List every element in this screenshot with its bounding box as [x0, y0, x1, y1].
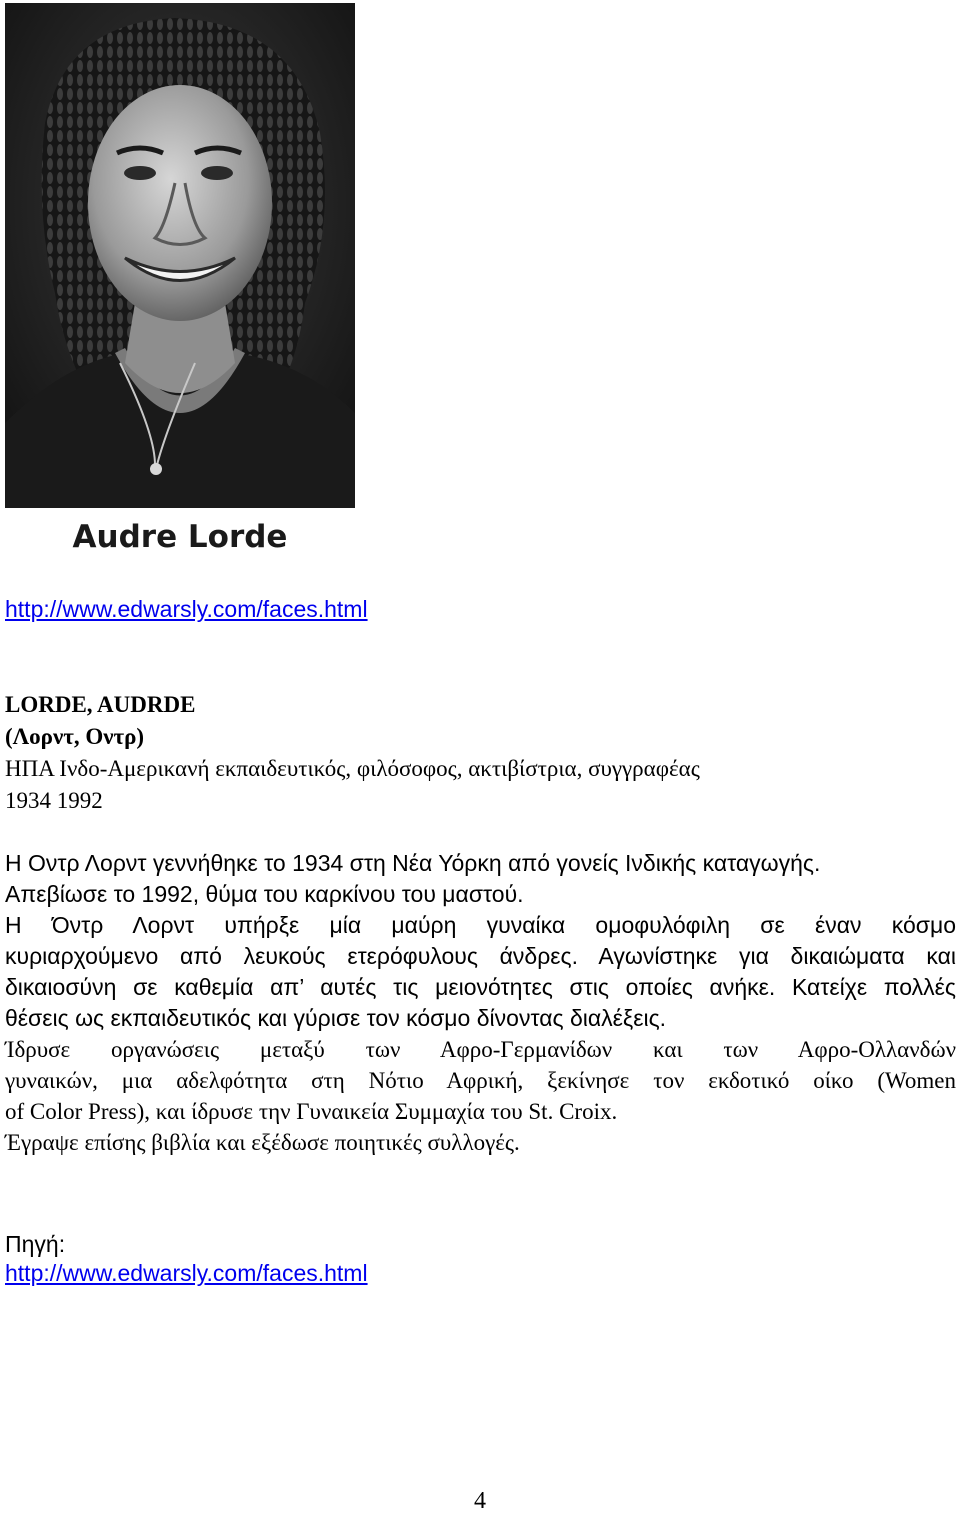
source-link-bottom[interactable]: http://www.edwarsly.com/faces.html: [5, 1260, 368, 1286]
life-years: 1934 1992: [5, 788, 103, 813]
bio-line: κυριαρχούμενο από λευκούς ετερόφυλους άνδρες. Αγωνίστηκε για δικαιώματα και: [5, 943, 956, 969]
bio-line: Η Οντρ Λορντ γεννήθηκε το 1934 στη Νέα Υόρκη από γονείς Ινδικής καταγωγής.: [5, 850, 821, 876]
bio-line: of Color Press), και ίδρυσε την Γυναικεία Συμμαχία του St. Croix.: [5, 1099, 618, 1124]
bio-line: Ίδρυσε οργανώσεις μεταξύ των Αφρο-Γερμανίδων και των Αφρο-Ολλανδών: [5, 1037, 956, 1062]
bio-line: Απεβίωσε το 1992, θύμα του καρκίνου του μαστού.: [5, 881, 524, 907]
name-latin: LORDE, AUDRDE: [5, 692, 196, 717]
source-label: Πηγή:: [5, 1231, 66, 1257]
photo-caption: Audre Lorde: [72, 519, 288, 555]
page-number: 4: [474, 1488, 486, 1514]
source-link-top[interactable]: http://www.edwarsly.com/faces.html: [5, 596, 368, 622]
portrait-photo: [5, 3, 355, 579]
bio-line: γυναικών, μια αδελφότητα στη Νότιο Αφρική, ξεκίνησε τον εκδοτικό οίκο (Women: [5, 1068, 956, 1093]
portrait-image: [5, 3, 355, 579]
name-greek: (Λορντ, Οντρ): [5, 724, 145, 749]
bio-line: Η Όντρ Λορντ υπήρξε μία μαύρη γυναίκα ομοφυλόφιλη σε έναν κόσμο: [5, 912, 956, 938]
bio-line: δικαιοσύνη σε καθεμία απ’ αυτές τις μειονότητες στις οποίες ανήκε. Κατείχε πολλές: [5, 974, 956, 1000]
bio-line: Έγραψε επίσης βιβλία και εξέδωσε ποιητικές συλλογές.: [5, 1130, 520, 1155]
bio-line: θέσεις ως εκπαιδευτικός και γύρισε τον κόσμο δίνοντας διαλέξεις.: [5, 1005, 667, 1031]
biography: [5, 848, 956, 1158]
person-description: ΗΠΑ Ινδο-Αμερικανή εκπαιδευτικός, φιλόσοφος, ακτιβίστρια, συγγραφέας: [5, 756, 700, 781]
